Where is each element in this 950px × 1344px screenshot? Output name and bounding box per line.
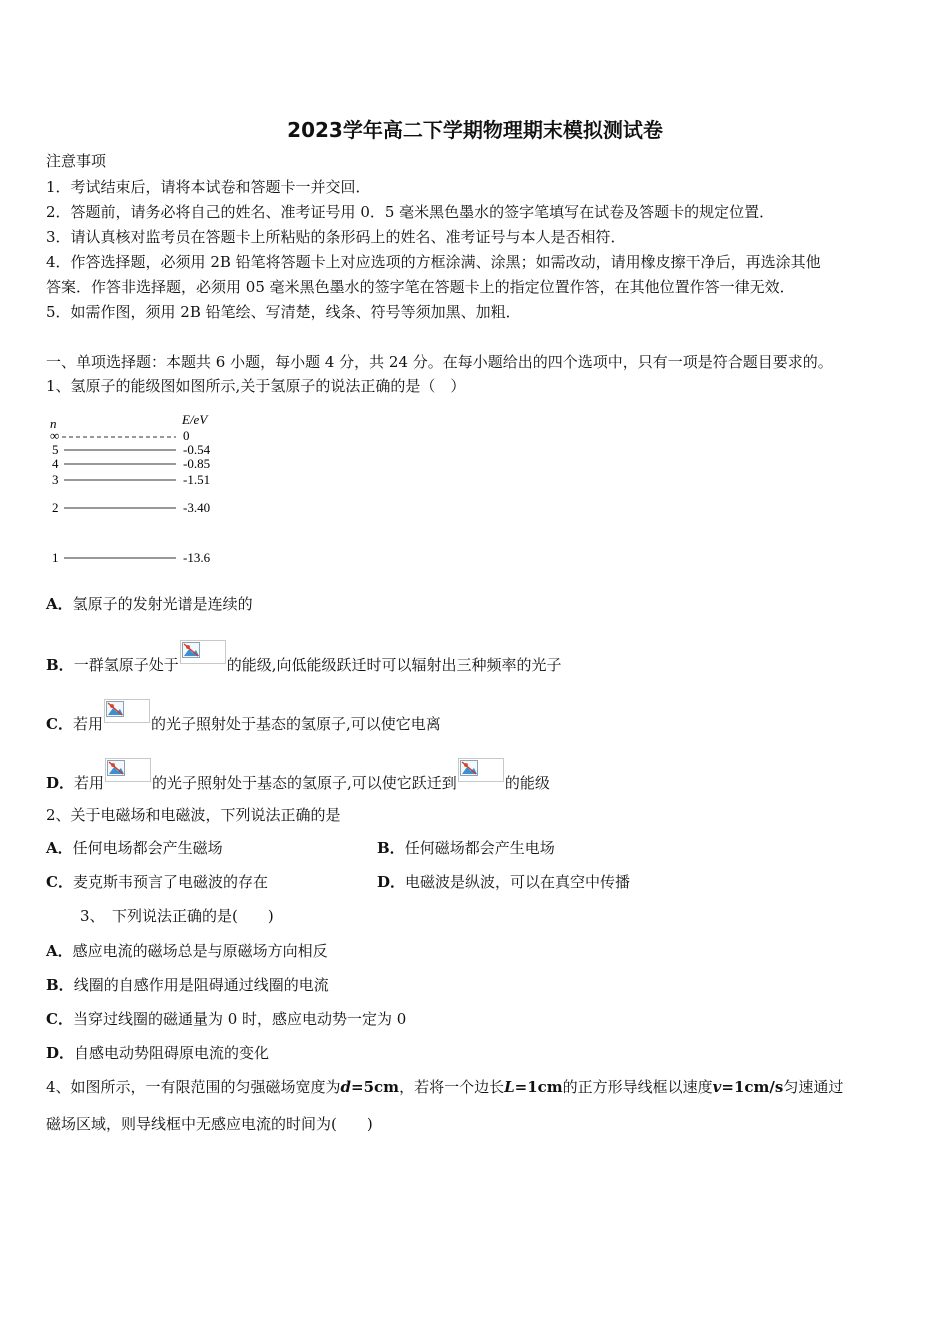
- q1-option-c: [46, 699, 441, 734]
- option-label: B．: [377, 839, 405, 857]
- option-label: B．: [46, 976, 74, 994]
- q2-option-a: [46, 838, 223, 858]
- option-label: D．: [377, 873, 406, 891]
- q3-option-d: [46, 1043, 269, 1063]
- q3-stem: 3、 下列说法正确的是( ): [80, 907, 274, 925]
- level-n: 3: [52, 472, 59, 487]
- level-n: 4: [52, 456, 59, 471]
- diagram-e-label: E/eV: [182, 412, 208, 427]
- q2-stem: 2、关于电磁场和电磁波，下列说法正确的是: [46, 806, 341, 824]
- q4-l-value: =1cm: [514, 1078, 563, 1096]
- option-text: 麦克斯韦预言了电磁波的存在: [72, 873, 268, 891]
- page-title: 2023学年高二下学期物理期末模拟测试卷: [287, 118, 663, 142]
- level-3: [52, 472, 210, 487]
- option-text-mid: 的光子照射处于基态的氢原子,可以使它跃迁到: [152, 774, 457, 792]
- option-text-post: 的光子照射处于基态的氢原子,可以使它电离: [150, 715, 441, 733]
- option-text: 感应电流的磁场总是与原磁场方向相反: [72, 942, 328, 960]
- notice-item-5: 5．如需作图，须用 2B 铅笔绘、写清楚，线条、符号等须加黑、加粗．: [46, 303, 521, 321]
- option-label: A．: [46, 839, 73, 857]
- level-e: -3.40: [183, 500, 211, 515]
- energy-level-diagram: [46, 412, 236, 572]
- option-label: D．: [46, 1044, 75, 1062]
- q2-option-b: [377, 838, 555, 858]
- q1-option-d: [46, 758, 550, 793]
- option-text-post: 的能级,向低能级跃迁时可以辐射出三种频率的光子: [226, 656, 562, 674]
- option-label: A．: [46, 942, 73, 960]
- option-text: 自感电动势阻碍原电流的变化: [74, 1044, 270, 1062]
- q4-v-value: =1cm/s: [721, 1078, 784, 1096]
- q3-option-a: [46, 941, 328, 961]
- option-text-pre: 若用: [74, 774, 105, 792]
- q4-stem: [46, 1077, 843, 1097]
- option-text: 当穿过线圈的磁通量为 0 时，感应电动势一定为 0: [72, 1010, 407, 1028]
- option-label: A．: [46, 595, 73, 613]
- level-n: 2: [52, 500, 59, 515]
- level-2: [52, 500, 210, 515]
- section-heading: 一、单项选择题：本题共 6 小题，每小题 4 分，共 24 分。在每小题给出的四个选项中，只有一项是符合题目要求的。: [46, 353, 833, 371]
- q4-text-1: 4、如图所示，一有限范围的匀强磁场宽度为: [46, 1078, 341, 1096]
- q1-stem: 1、氢原子的能级图如图所示,关于氢原子的说法正确的是（ ）: [46, 377, 466, 395]
- level-e: -1.51: [183, 472, 211, 487]
- level-e: -0.85: [183, 456, 211, 471]
- option-label: C．: [46, 1010, 73, 1028]
- option-label: C．: [46, 715, 73, 733]
- broken-image-icon: [180, 640, 226, 664]
- q4-d-symbol: d: [340, 1078, 352, 1096]
- notice-item-2: 2．答题前，请务必将自己的姓名、准考证号用 0．5 毫米黑色墨水的签字笔填写在试卷及答题卡的规定位置．: [46, 203, 775, 221]
- q1-option-a: [46, 594, 253, 614]
- level-5: [52, 442, 211, 457]
- q4-text-2: ，若将一个边长: [399, 1078, 505, 1096]
- level-n: ∞: [50, 428, 60, 443]
- option-label: C．: [46, 873, 73, 891]
- notice-heading: 注意事项: [46, 152, 107, 170]
- q4-l-symbol: L: [504, 1078, 515, 1096]
- level-e: -0.54: [183, 442, 211, 457]
- q4-text-4: 匀速通过: [783, 1078, 844, 1096]
- level-n: 1: [52, 550, 59, 565]
- q4-d-value: =5cm: [351, 1078, 400, 1096]
- level-n: 5: [52, 442, 59, 457]
- option-text: 电磁波是纵波，可以在真空中传播: [405, 873, 631, 891]
- level-4: [52, 456, 210, 471]
- notice-item-1: 1．考试结束后，请将本试卷和答题卡一并交回．: [46, 178, 371, 196]
- level-inf: [50, 428, 190, 443]
- q3-option-b: [46, 975, 329, 995]
- option-text: 氢原子的发射光谱是连续的: [72, 595, 253, 613]
- broken-image-icon: [104, 699, 150, 723]
- level-e: -13.6: [183, 550, 211, 565]
- q4-stem-line-2: 磁场区域，则导线框中无感应电流的时间为( ): [46, 1115, 373, 1133]
- level-1: [52, 550, 211, 565]
- option-text: 任何电场都会产生磁场: [72, 839, 223, 857]
- option-text-pre: 若用: [72, 715, 103, 733]
- option-text: 任何磁场都会产生电场: [404, 839, 555, 857]
- broken-image-icon: [458, 758, 504, 782]
- level-e: 0: [183, 428, 190, 443]
- diagram-n-label: n: [50, 416, 57, 431]
- notice-item-4-cont: 答案．作答非选择题，必须用 05 毫米黑色墨水的签字笔在答题卡上的指定位置作答，在其他位置作答一律无效．: [46, 278, 795, 296]
- option-text: 线圈的自感作用是阻碍通过线圈的电流: [73, 976, 329, 994]
- broken-image-icon: [105, 758, 151, 782]
- notice-item-4: 4．作答选择题，必须用 2B 铅笔将答题卡上对应选项的方框涂满、涂黑；如需改动，请用橡皮擦干净后，再选涂其他: [46, 253, 821, 271]
- q2-option-c: [46, 872, 268, 892]
- option-label: B．: [46, 656, 74, 674]
- q4-text-3: 的正方形导线框以速度: [562, 1078, 713, 1096]
- q2-option-d: [377, 872, 630, 892]
- option-text-post: 的能级: [504, 774, 550, 792]
- q1-option-b: [46, 640, 561, 675]
- q4-v-symbol: v: [712, 1078, 722, 1096]
- option-text-pre: 一群氢原子处于: [73, 656, 179, 674]
- q3-option-c: [46, 1009, 406, 1029]
- notice-item-3: 3．请认真核对监考员在答题卡上所粘贴的条形码上的姓名、准考证号与本人是否相符．: [46, 228, 626, 246]
- option-label: D．: [46, 774, 75, 792]
